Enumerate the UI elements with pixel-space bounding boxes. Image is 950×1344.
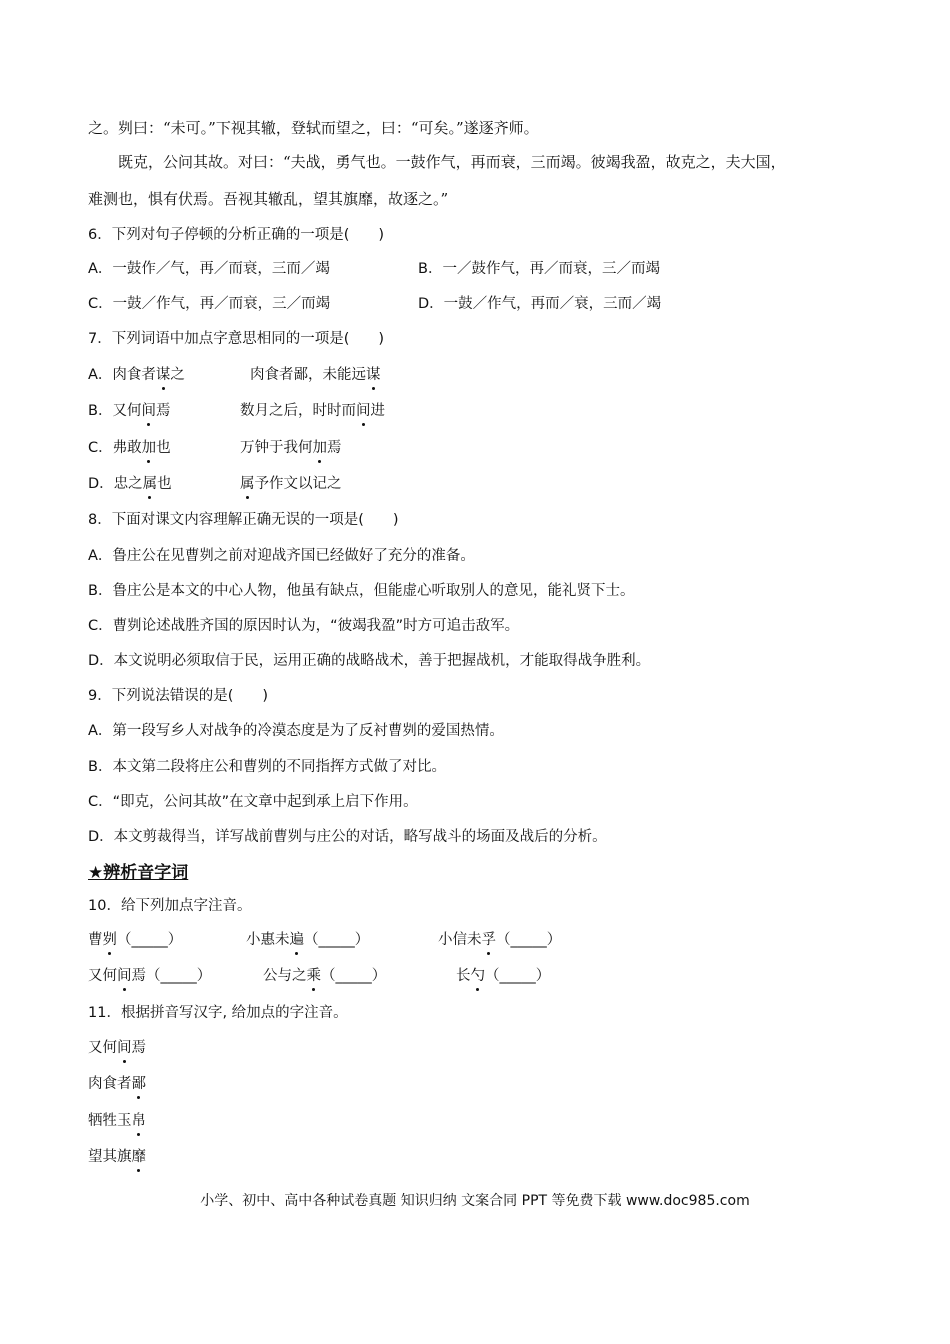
dotted-char: 加 (312, 440, 327, 456)
dotted-char: 属 (240, 476, 255, 492)
question-10-stem: 10．给下列加点字注音。 (88, 898, 252, 914)
question-9-option-d: D．本文剪裁得当，详写战前曹刿与庄公的对话，略写战斗的场面及战后的分析。 (88, 829, 607, 845)
passage-line-3: 难测也，惧有伏焉。吾视其辙乱，望其旗靡，故逐之。” (88, 190, 449, 208)
question-6-option-a: A．一鼓作／气，再／而衰，三而／竭 (88, 261, 330, 277)
dotted-char: 间 (141, 403, 156, 419)
dotted-char: 属 (142, 476, 158, 492)
pinyin-item: 小惠未遍（_____） (246, 932, 370, 948)
question-8-option-a: A．鲁庄公在见曹刿之前对迎战齐国已经做好了充分的准备。 (88, 548, 475, 564)
question-9-option-b: B．本文第二段将庄公和曹刿的不同指挥方式做了对比。 (88, 759, 446, 775)
question-6-option-c: C．一鼓／作气，再／而衰，三／而竭 (88, 296, 331, 312)
pinyin-item: 小信未孚（_____） (438, 932, 562, 948)
dotted-char: 谋 (155, 367, 171, 383)
question-11-item: 牺牲玉帛 (88, 1113, 146, 1129)
question-11-item: 又何间焉 (88, 1040, 146, 1056)
question-9-option-c: C．“即克，公问其故”在文章中起到承上启下作用。 (88, 794, 418, 810)
pinyin-item: 曹刿（_____） (88, 932, 183, 948)
question-6-row-2 (88, 294, 662, 314)
question-7-stem: 7．下列词语中加点字意思相同的一项是( ) (88, 331, 385, 347)
question-7-option-b: B．又何间焉 数月之后，时时而间进 (88, 403, 385, 419)
question-7-option-d: D．忠之属也 属予作文以记之 (88, 476, 342, 492)
question-6-row-1 (88, 259, 660, 279)
pinyin-item: 长勺（_____） (456, 968, 551, 984)
dotted-char: 谋 (366, 367, 381, 383)
question-11-stem: 11．根据拼音写汉字, 给加点的字注音。 (88, 1005, 348, 1021)
passage-line-1: 之。刿曰：“未可。”下视其辙，登轼而望之，曰：“可矣。”遂逐齐师。 (88, 119, 539, 137)
question-7-option-a: A．肉食者谋之 肉食者鄙，未能远谋 (88, 367, 381, 383)
question-8-option-c: C．曹刿论述战胜齐国的原因时认为，“彼竭我盈”时方可追击敌军。 (88, 618, 520, 634)
question-7-option-c: C．弗敢加也 万钟于我何加焉 (88, 440, 342, 456)
pinyin-item: 公与之乘（_____） (263, 968, 387, 984)
question-9-option-a: A．第一段写乡人对战争的冷漠态度是为了反衬曹刿的爱国热情。 (88, 723, 504, 739)
question-8-option-d: D．本文说明必须取信于民，运用正确的战略战术，善于把握战机，才能取得战争胜利。 (88, 653, 651, 669)
passage-line-2: 既克，公问其故。对曰：“夫战，勇气也。一鼓作气，再而衰，三而竭。彼竭我盈，故克之，夫大国， (118, 153, 786, 171)
pinyin-item: 又何间焉（_____） (88, 968, 212, 984)
question-6-stem: 6．下列对句子停顿的分析正确的一项是( ) (88, 227, 385, 243)
question-8-stem: 8．下面对课文内容理解正确无误的一项是( ) (88, 512, 399, 528)
question-11-item: 望其旗靡 (88, 1149, 146, 1165)
dotted-char: 加 (141, 440, 157, 456)
question-6-option-b: B．一／鼓作气，再／而衰，三／而竭 (418, 261, 660, 277)
question-11-item: 肉食者鄙 (88, 1076, 146, 1092)
question-6-option-d: D．一鼓／作气，再而／衰，三而／竭 (418, 296, 662, 312)
page-footer: 小学、初中、高中各种试卷真题 知识归纳 文案合同 PPT 等免费下载 www.doc985.com (200, 1193, 750, 1209)
dotted-char: 间 (356, 403, 371, 419)
question-9-stem: 9．下列说法错误的是( ) (88, 688, 269, 704)
section-title: ★辨析音字词 (88, 863, 189, 883)
question-8-option-b: B．鲁庄公是本文的中心人物，他虽有缺点，但能虚心听取别人的意见，能礼贤下士。 (88, 583, 635, 599)
